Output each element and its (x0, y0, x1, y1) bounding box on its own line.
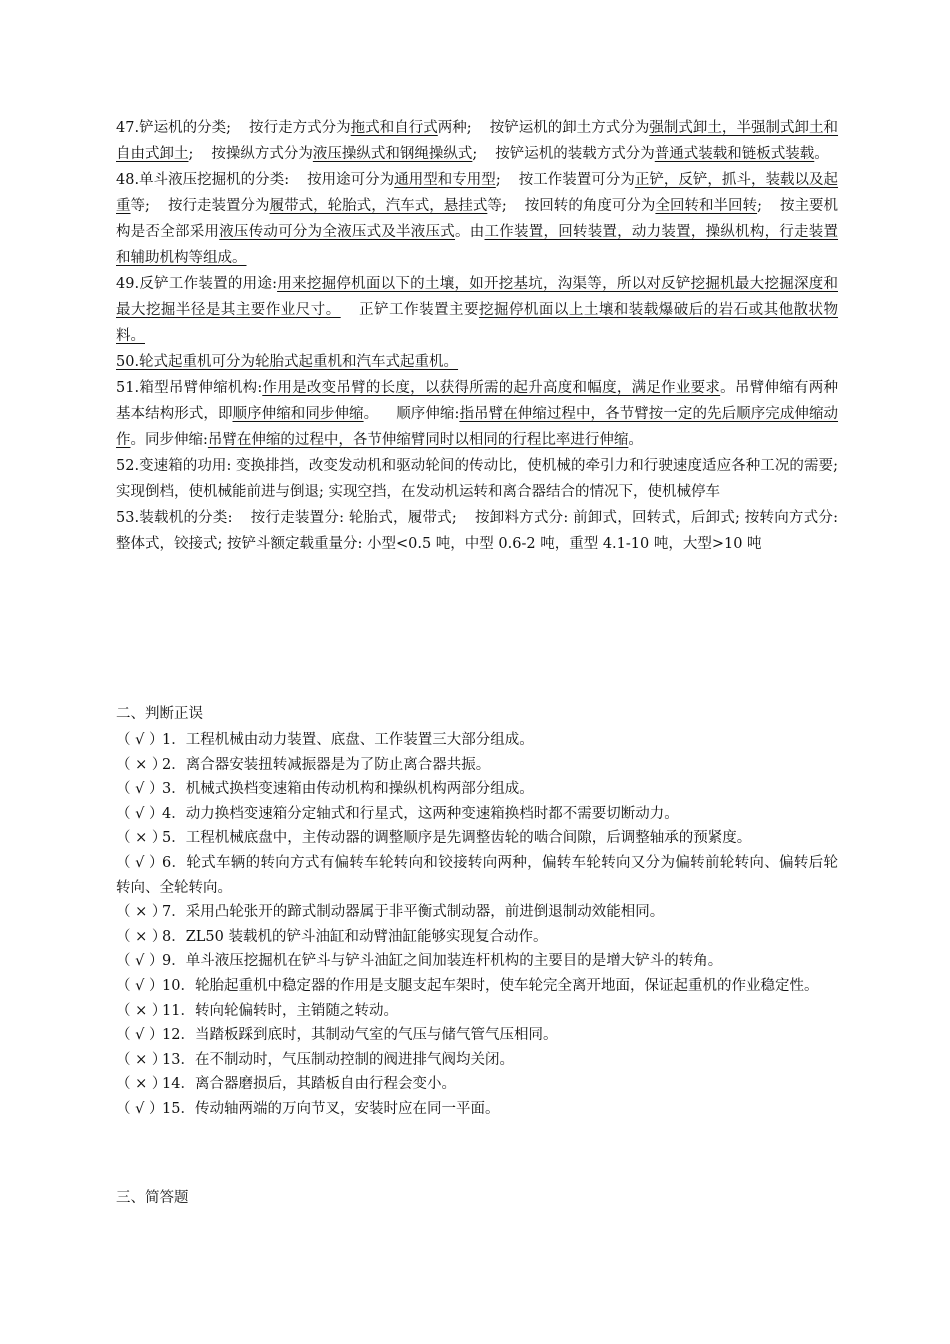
underlined-answer: 工作装置，回转装置，动力装置，操纵机构，行走装置和辅助机构等组成。 (116, 224, 839, 266)
judgement-item (116, 925, 838, 950)
judgement-text: 1．工程机械由动力装置、底盘、工作装置三大部分组成。 (162, 732, 534, 748)
text: 按工作装置可分为 (518, 172, 635, 188)
answer-48 (116, 167, 838, 271)
judgement-item (116, 1048, 838, 1073)
judgement-text: 6．轮式车辆的转向方式有偏转车轮转向和铰接转向两种，偏转车轮转向又分为偏转前轮转向、偏转后轮转向、全轮转向。 (116, 854, 838, 896)
underlined-answer: 液压传动可分为全液压式及半液压式 (219, 224, 456, 240)
judgement-item (116, 974, 838, 999)
judgement-text: 13．在不制动时，气压制动控制的阀进排气阀均关闭。 (162, 1051, 514, 1068)
answer-50 (116, 349, 838, 375)
judgement-mark: （ √ ） (116, 781, 164, 798)
judgement-item (116, 802, 838, 827)
text: 49.反铲工作装置的用途: (116, 276, 278, 292)
underlined-answer: 作用是改变吊臂的长度，以获得所需的起升高度和幅度，满足作业要求 (262, 380, 721, 396)
text: 正铲工作装置主要 (358, 302, 479, 318)
text: 按铲运机的装载方式分为 (495, 146, 655, 162)
judgement-text: 3．机械式换档变速箱由传动机构和操纵机构两部分组成。 (162, 781, 534, 798)
judgement-text: 4．动力换档变速箱分定轴式和行星式，这两种变速箱换档时都不需要切断动力。 (162, 805, 679, 822)
judgement-mark: （ × ） (116, 928, 167, 945)
answer-47 (116, 115, 838, 167)
text: 按操纵方式分为 (211, 146, 313, 162)
judgement-mark: （ √ ） (116, 953, 164, 970)
text: ; (188, 146, 194, 162)
underlined-answer: 履带式，轮胎式，汽车式，悬挂式 (269, 198, 488, 214)
judgement-text: 11．转向轮偏转时，主销随之转动。 (162, 1002, 398, 1019)
text: 顺序伸缩: (396, 406, 460, 422)
underlined-answer: 用来挖掘停机面以下的土壤，如开挖基坑，沟渠等，所以对反铲挖掘机最大挖掘深度和最大挖掘半径是其主要作业尺寸。 (116, 276, 838, 318)
text: 。 (363, 406, 379, 422)
text: 。由 (455, 224, 485, 240)
text: 按行走装置分: 轮胎式，履带式; (250, 510, 457, 526)
underlined-answer: 吊臂在伸缩的过程中，各节伸缩臂同时以相同的行程比率进行伸缩 (207, 432, 629, 448)
text: 51.箱型吊臂伸缩机构: (116, 380, 263, 396)
text: 。同步伸缩: (130, 432, 208, 448)
underlined-answer: 50.轮式起重机可分为轮胎式起重机和汽车式起重机。 (116, 354, 459, 370)
text: ; (495, 172, 501, 188)
judgement-item (116, 753, 838, 778)
judgement-item (116, 728, 838, 753)
text: ; (757, 198, 762, 214)
text: 。 (628, 432, 643, 448)
judgement-item (116, 851, 838, 900)
section-heading-judgement: 二、判断正误 (116, 706, 203, 722)
underlined-answer: 顺序伸缩和同步伸缩 (232, 406, 364, 422)
section-heading-short-answer: 三、简答题 (116, 1190, 189, 1206)
underlined-answer: 液压操纵式和钢绳操纵式 (312, 146, 473, 162)
underlined-answer: 正铲，反铲，抓斗，装载以及起重 (116, 172, 839, 214)
judgement-item (116, 949, 838, 974)
answer-53 (116, 505, 838, 557)
text: 两种; (437, 120, 472, 136)
judgement-text: 12．当踏板踩到底时，其制动气室的气压与储气管气压相同。 (162, 1027, 558, 1044)
text: 等; (130, 198, 150, 214)
answer-52 (116, 453, 838, 505)
text: 等; (487, 198, 507, 214)
judgement-mark: （ √ ） (116, 1027, 164, 1044)
judgement-item (116, 777, 838, 802)
text: 。吊臂伸缩有两种基本结构形式，即 (116, 380, 839, 422)
judgement-mark: （ √ ） (116, 977, 164, 994)
text: 按铲运机的卸土方式分为 (489, 120, 650, 136)
underlined-answer: 强制式卸土，半强制式卸土和自由式卸土 (116, 120, 839, 162)
judgement-mark: （ √ ） (116, 732, 164, 748)
underlined-answer: 通用型和专用型 (394, 172, 496, 188)
text: 按回转的角度可分为 (524, 198, 656, 214)
judgement-item (116, 900, 838, 925)
text: 48.单斗液压挖掘机的分类: (116, 172, 290, 188)
text: 53.装载机的分类: (116, 510, 233, 526)
judgement-text: 15．传动轴两端的万向节叉，安装时应在同一平面。 (162, 1100, 500, 1117)
text: 按主要机构是否全部采用 (116, 198, 839, 240)
judgement-item (116, 1072, 838, 1097)
judgement-text: 7．采用凸轮张开的蹄式制动器属于非平衡式制动器，前进倒退制动效能相同。 (162, 904, 665, 921)
text: 按行走方式分为 (249, 120, 351, 136)
judgement-mark: （ × ） (116, 830, 167, 847)
underlined-answer: 挖掘停机面以上土壤和装载爆破后的岩石或其他散状物料。 (116, 302, 839, 344)
judgement-text: 9．单斗液压挖掘机在铲斗与铲斗油缸之间加装连杆机构的主要目的是增大铲斗的转角。 (162, 953, 723, 970)
judgement-mark: （ × ） (116, 1002, 167, 1019)
judgement-text: 10．轮胎起重机中稳定器的作用是支腿支起车架时，使车轮完全离开地面，保证起重机的作业稳定性。 (162, 977, 819, 994)
judgement-list (116, 728, 838, 1122)
underlined-answer: 全回转和半回转 (655, 198, 758, 214)
answer-51 (116, 375, 838, 453)
underlined-answer: 拖式和自行式 (350, 120, 438, 136)
judgement-mark: （ × ） (116, 756, 167, 773)
judgement-text: 14．离合器磨损后，其踏板自由行程会变小。 (162, 1076, 456, 1093)
text: 按行走装置分为 (167, 198, 270, 214)
judgement-item (116, 1023, 838, 1048)
text: 52.变速箱的功用: 变换排挡，改变发动机和驱动轮间的传动比，使机械的牵引力和行驶速度适应各种工况的需要; 实现倒档，使机械能前进与倒退; 实现空挡，在发动机运转和离合器结合的情况下，使机械停车 (116, 458, 838, 500)
judgement-text: 8．ZL50 装载机的铲斗油缸和动臂油缸能够实现复合动作。 (162, 928, 548, 945)
judgement-mark: （ √ ） (116, 805, 164, 822)
judgement-mark: （ × ） (116, 1076, 167, 1093)
text: 47.铲运机的分类; (116, 120, 232, 136)
text: ; (472, 146, 478, 162)
judgement-mark: （ √ ） (116, 1100, 164, 1117)
underlined-answer: 指吊臂在伸缩过程中，各节臂按一定的先后顺序完成伸缩动作 (116, 406, 839, 448)
text: 按卸料方式分: 前卸式，回转式，后卸式; 按转向方式分: 整体式，铰接式; 按铲斗额定载重量分: 小型<0.5 吨，中型 0.6-2 吨，重型 4.1-10 吨，大型>10 吨 (116, 510, 838, 552)
judgement-mark: （ × ） (116, 1051, 167, 1068)
text: 按用途可分为 (307, 172, 395, 188)
judgement-text: 2．离合器安装扭转减振器是为了防止离合器共振。 (162, 756, 491, 773)
judgement-item (116, 1097, 838, 1122)
judgement-mark: （ √ ） (116, 854, 164, 871)
judgement-text: 5．工程机械底盘中，主传动器的调整顺序是先调整齿轮的啮合间隙，后调整轴承的预紧度。 (162, 830, 752, 847)
judgement-mark: （ × ） (116, 904, 167, 921)
underlined-answer: 普通式装载和链板式装载 (654, 146, 815, 162)
judgement-item (116, 999, 838, 1024)
answers-block (116, 115, 838, 557)
judgement-item (116, 826, 838, 851)
answer-49 (116, 271, 838, 349)
text: 。 (814, 146, 829, 162)
